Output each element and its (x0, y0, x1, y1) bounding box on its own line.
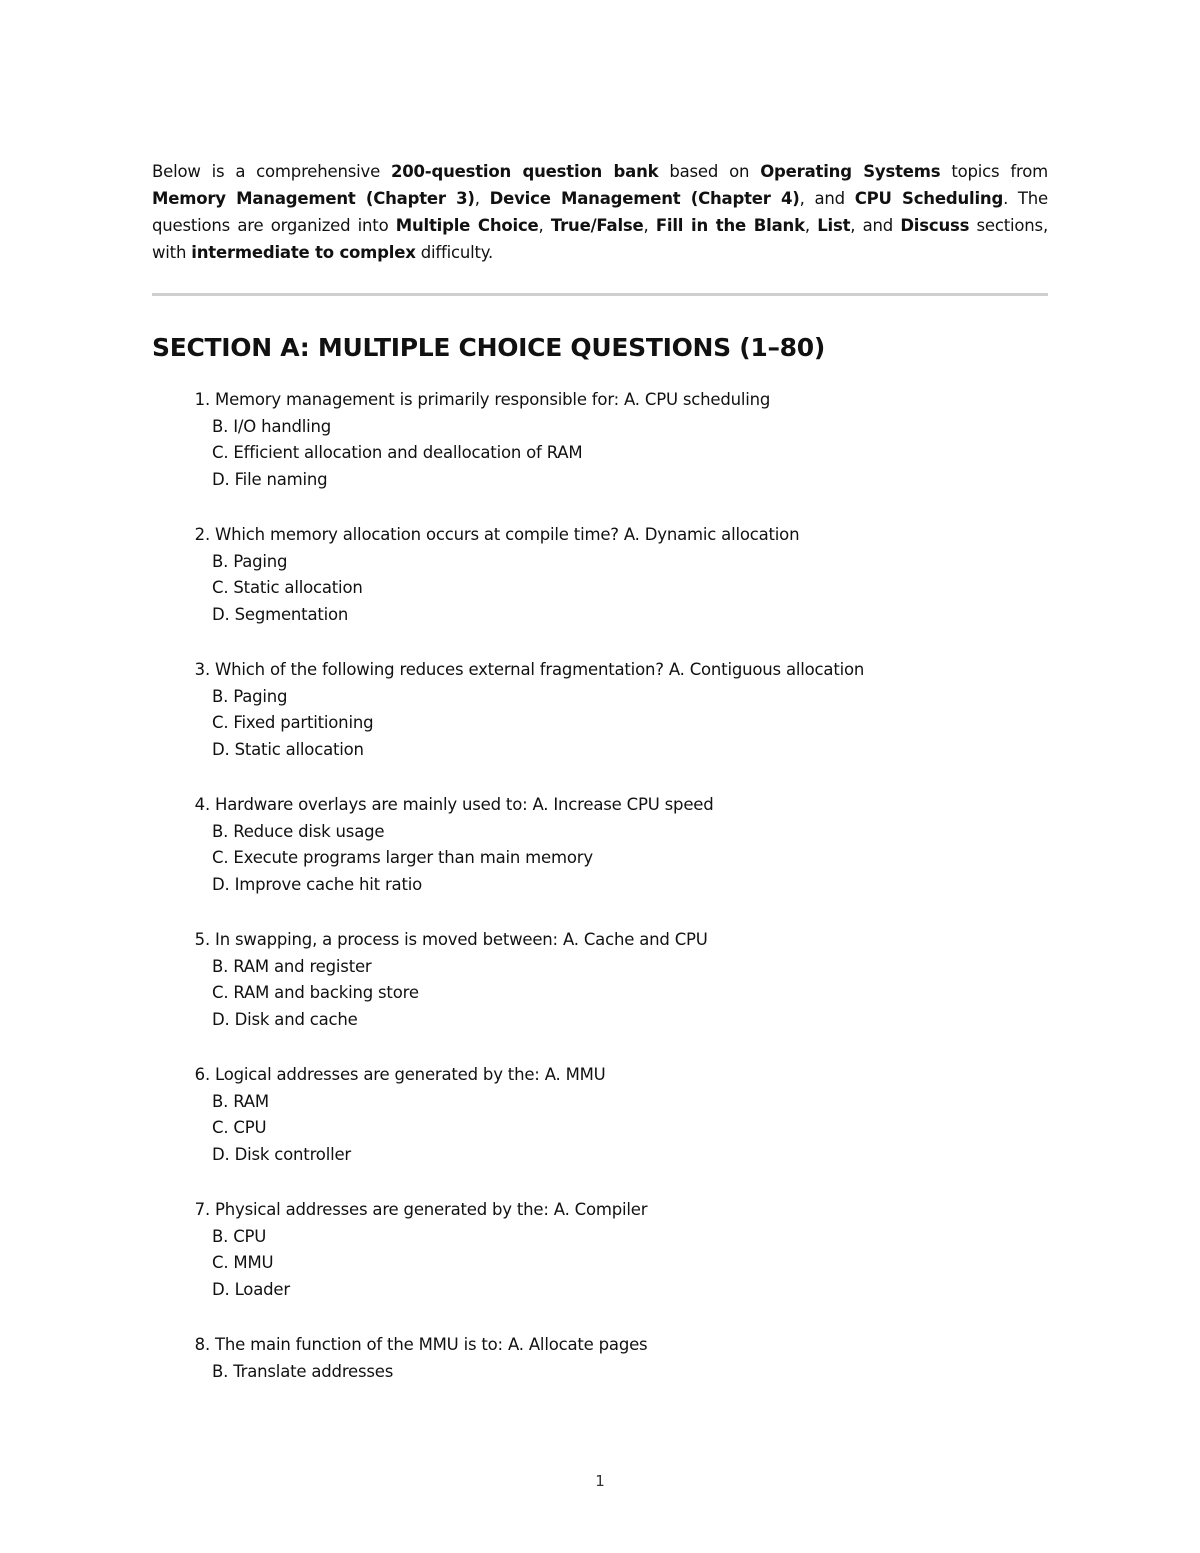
answer-option: C. Efficient allocation and deallocation of RAM (212, 443, 583, 462)
question-number: 8. (194, 1335, 210, 1354)
answer-option: C. RAM and backing store (212, 983, 419, 1002)
answer-option: B. I/O handling (212, 416, 332, 436)
intro-text: , (643, 216, 656, 235)
question-line (152, 792, 1048, 819)
answer-option: C. Fixed partitioning (212, 713, 374, 732)
intro-bold: Memory Management (Chapter 3) (152, 189, 475, 208)
question-text: Physical addresses are generated by the: A. Compiler (215, 1200, 648, 1219)
answer-option: D. Segmentation (212, 604, 349, 624)
answer-option: B. Translate addresses (212, 1361, 394, 1381)
intro-bold: Operating Systems (760, 162, 941, 181)
answer-option: D. Disk and cache (212, 1009, 358, 1029)
question-item (152, 387, 1048, 493)
question-line (152, 1062, 1048, 1089)
question-text: In swapping, a process is moved between: A. Cache and CPU (215, 930, 708, 949)
question-line (152, 927, 1048, 954)
question-item (152, 1062, 1048, 1168)
horizontal-divider (152, 293, 1048, 296)
question-number: 5. (194, 930, 210, 949)
question-line (152, 1332, 1048, 1359)
answer-option: C. Execute programs larger than main memory (212, 848, 593, 867)
question-item (152, 522, 1048, 628)
question-number: 7. (194, 1200, 210, 1219)
answer-option: C. Static allocation (212, 578, 363, 597)
intro-text: , (474, 189, 490, 208)
question-item (152, 1332, 1048, 1385)
question-number: 2. (194, 525, 210, 544)
answer-option: B. RAM and register (212, 956, 372, 976)
answer-option: B. CPU (212, 1226, 267, 1246)
intro-text: based on (658, 162, 761, 181)
question-number: 3. (194, 660, 210, 679)
answer-option: B. Reduce disk usage (212, 821, 385, 841)
intro-text: , (804, 216, 818, 235)
question-line (152, 522, 1048, 549)
question-item (152, 792, 1048, 898)
intro-text: , (538, 216, 551, 235)
intro-bold: Fill in the Blank (655, 216, 805, 235)
intro-text: , and (850, 216, 901, 235)
question-text: Hardware overlays are mainly used to: A. Increase CPU speed (215, 795, 714, 814)
question-number: 1. (194, 390, 210, 409)
intro-bold: List (817, 216, 851, 235)
intro-text: . The questions are organized into (152, 189, 1049, 235)
question-item (152, 1197, 1048, 1303)
intro-bold: Discuss (900, 216, 970, 235)
question-text: Which of the following reduces external fragmentation? A. Contiguous allocation (215, 660, 865, 679)
intro-bold: Device Management (Chapter 4) (489, 189, 800, 208)
question-text: The main function of the MMU is to: A. Allocate pages (215, 1335, 648, 1354)
intro-bold: intermediate to complex (191, 243, 416, 262)
question-text: Which memory allocation occurs at compile time? A. Dynamic allocation (215, 525, 800, 544)
intro-bold: Multiple Choice (395, 216, 539, 235)
intro-text: Below is a comprehensive (152, 162, 391, 181)
answer-option: D. Improve cache hit ratio (212, 874, 422, 894)
question-number: 6. (194, 1065, 210, 1084)
answer-option: D. Disk controller (212, 1144, 351, 1164)
question-list (152, 387, 1048, 1414)
intro-text: difficulty. (415, 243, 494, 262)
answer-option: D. Static allocation (212, 739, 364, 759)
question-text: Memory management is primarily responsible for: A. CPU scheduling (215, 390, 771, 409)
intro-text: sections, with (152, 216, 1048, 262)
answer-option: C. CPU (212, 1118, 267, 1137)
intro-bold: True/False (550, 216, 644, 235)
question-text: Logical addresses are generated by the: A. MMU (215, 1065, 606, 1084)
intro-bold: 200-question question bank (390, 162, 659, 181)
question-line (152, 1197, 1048, 1224)
intro-text: topics from (940, 162, 1048, 181)
section-title: SECTION A: MULTIPLE CHOICE QUESTIONS (1–80) (152, 333, 826, 362)
answer-option: B. Paging (212, 686, 288, 706)
question-item (152, 657, 1048, 763)
answer-option: D. Loader (212, 1279, 290, 1299)
question-item (152, 927, 1048, 1033)
intro-text: , and (799, 189, 855, 208)
answer-option: C. MMU (212, 1253, 274, 1272)
answer-option: B. RAM (212, 1091, 269, 1111)
question-line (152, 657, 1048, 684)
intro-bold: CPU Scheduling (854, 189, 1004, 208)
intro-paragraph (152, 158, 1048, 266)
answer-option: D. File naming (212, 469, 328, 489)
question-number: 4. (194, 795, 210, 814)
question-line (152, 387, 1048, 414)
answer-option: B. Paging (212, 551, 288, 571)
page-number: 1 (595, 1472, 605, 1490)
